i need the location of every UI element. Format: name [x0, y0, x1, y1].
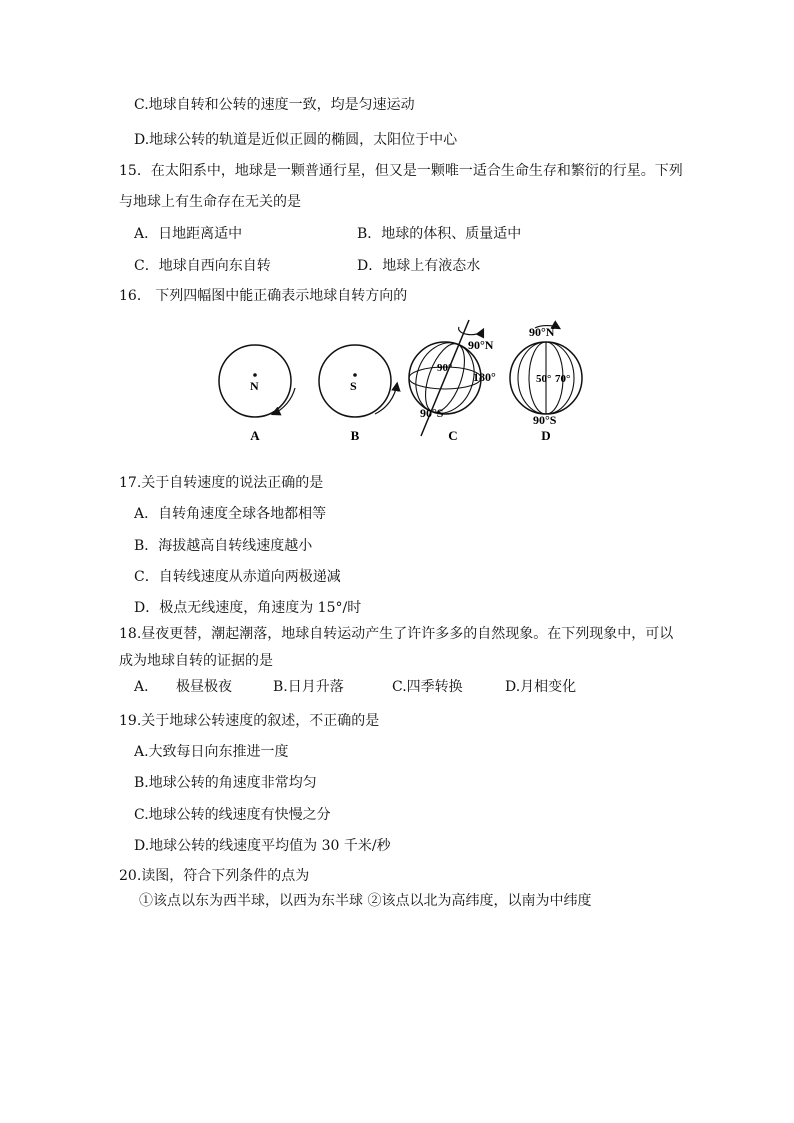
- q17-option-a: A．自转角速度全球各地都相等: [134, 506, 327, 522]
- q18-option-c: C.四季转换: [392, 679, 463, 695]
- figure-a-label: A: [250, 428, 260, 443]
- q20-conditions: ①该点以东为西半球，以西为东半球 ②该点以北为高纬度，以南为中纬度: [139, 893, 592, 909]
- q17-option-d: D．极点无线速度，角速度为 15°/时: [134, 600, 362, 616]
- figure-c-north-label: 90°N: [468, 338, 494, 352]
- q18-option-a-letter: A．: [134, 679, 159, 695]
- figure-b-label: B: [350, 428, 360, 443]
- figure-a-pole-label: N: [250, 379, 259, 393]
- figure-c-globe: [406, 320, 496, 436]
- q15-option-b: B．地球的体积、质量适中: [357, 226, 522, 242]
- figure-d-left-label: 50°: [536, 373, 552, 385]
- q15-option-a: A．日地距离适中: [134, 226, 243, 242]
- q15-option-c: C．地球自西向东自转: [134, 258, 271, 274]
- q19-option-b: B.地球公转的角速度非常均匀: [134, 775, 317, 791]
- figure-d-south-label: 90°S: [533, 413, 557, 427]
- q19-stem: 19.关于地球公转速度的叙述，不正确的是: [119, 713, 380, 729]
- q14-option-c: C.地球自转和公转的速度一致，均是匀速运动: [134, 97, 415, 113]
- figure-c-rotation-arrow: [459, 327, 483, 335]
- figure-d-north-label: 90°N: [529, 325, 555, 339]
- q18-stem-line2: 成为地球自转的证据的是: [119, 653, 273, 669]
- q16-stem: 16． 下列四幅图中能正确表示地球自转方向的: [119, 288, 408, 304]
- q17-option-b: B．海拔越高自转线速度越小: [134, 538, 313, 554]
- figure-b-globe: [319, 345, 397, 417]
- q18-option-d: D.月相变化: [505, 679, 577, 695]
- q18-stem-line1: 18.昼夜更替，潮起潮落，地球自转运动产生了许许多多的自然现象。在下列现象中，可以: [119, 626, 674, 642]
- q19-option-a: A.大致每日向东推进一度: [134, 744, 289, 760]
- q14-option-d: D.地球公转的轨道是近似正圆的椭圆，太阳位于中心: [134, 132, 458, 148]
- q18-option-a: 极昼极夜: [176, 679, 232, 695]
- figure-c-side-label: 180°: [473, 370, 496, 384]
- figure-c-south-label: 90°S: [420, 406, 444, 420]
- figure-d-globe: [510, 325, 582, 427]
- figure-d-right-label: 70°: [555, 373, 571, 385]
- rotation-direction-figure: [205, 318, 595, 448]
- figure-c-meridian-label: 90°: [437, 362, 453, 374]
- q15-stem-line2: 与地球上有生命存在无关的是: [119, 194, 301, 210]
- figure-d-label: D: [541, 428, 551, 443]
- q17-stem: 17.关于自转速度的说法正确的是: [119, 475, 324, 491]
- q15-option-d: D．地球上有液态水: [357, 258, 481, 274]
- q19-option-d: D.地球公转的线速度平均值为 30 千米/秒: [134, 838, 391, 854]
- q17-option-c: C．自转线速度从赤道向两极递减: [134, 569, 341, 585]
- figure-a-globe: [219, 345, 295, 417]
- q15-stem-line1: 15．在太阳系中，地球是一颗普通行星，但又是一颗唯一适合生命生存和繁衍的行星。下列: [119, 163, 683, 179]
- figure-b-pole-label: S: [350, 379, 357, 393]
- q20-stem: 20.读图，符合下列条件的点为: [119, 868, 310, 884]
- q19-option-c: C.地球公转的线速度有快慢之分: [134, 807, 331, 823]
- q18-option-b: B.日月升落: [273, 679, 344, 695]
- figure-c-label: C: [448, 428, 458, 443]
